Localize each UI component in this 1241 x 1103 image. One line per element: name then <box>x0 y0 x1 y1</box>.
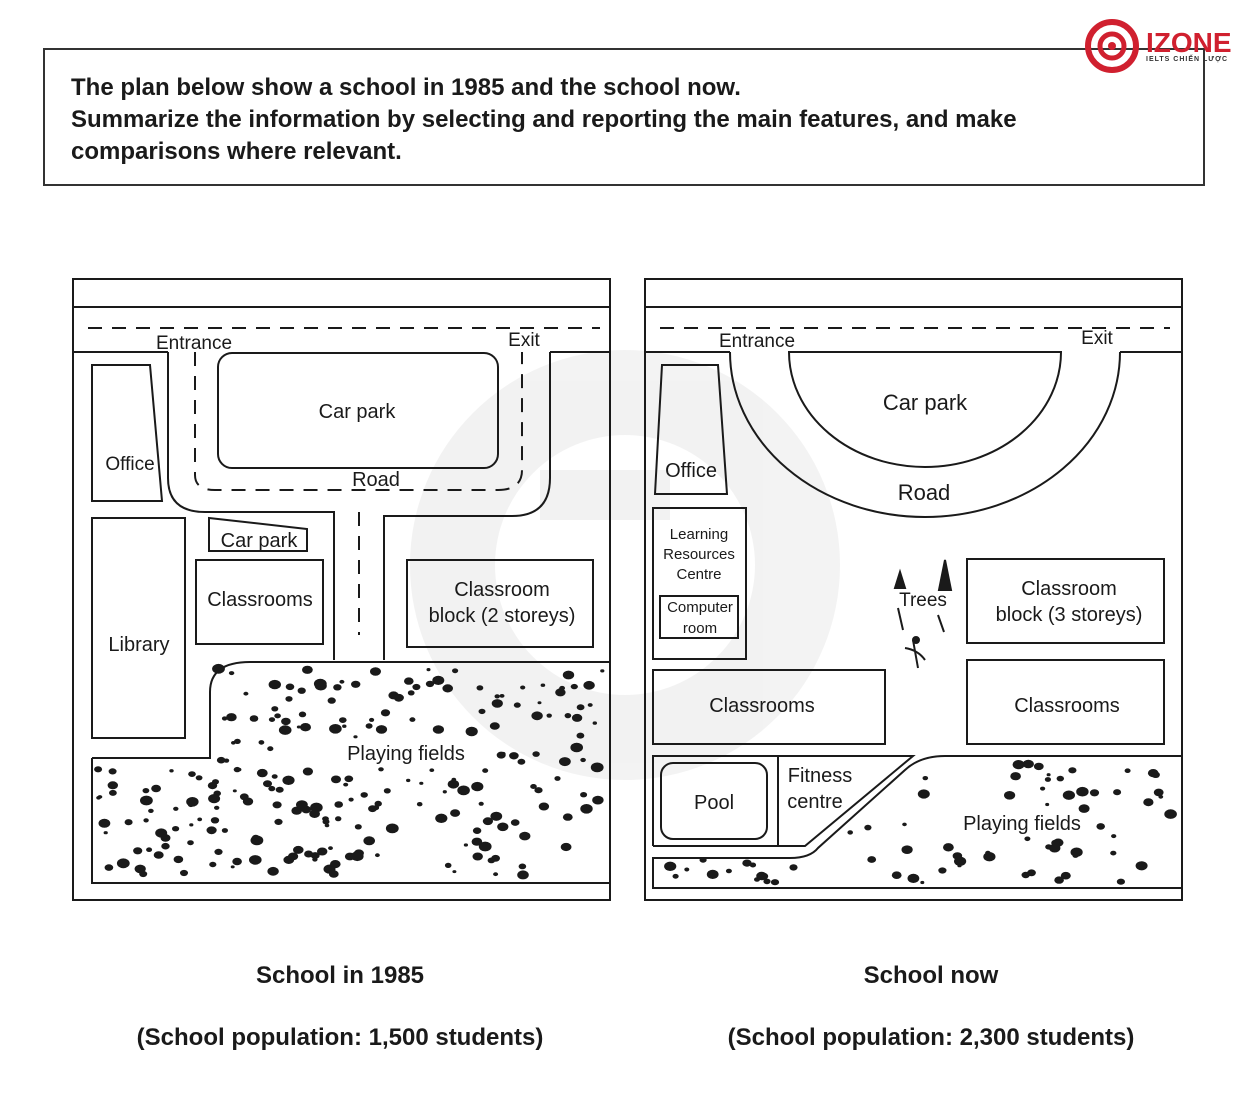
field-dot <box>342 725 346 728</box>
field-dot <box>269 680 281 689</box>
field-dot <box>985 851 990 855</box>
field-dot <box>361 792 368 798</box>
field-dot <box>1096 823 1105 830</box>
field-dot <box>369 718 374 722</box>
field-dot <box>923 776 929 780</box>
field-dot <box>104 831 108 834</box>
field-dot <box>490 722 500 730</box>
field-dot <box>322 816 329 821</box>
field-dot <box>483 817 493 825</box>
field-dot <box>328 697 336 703</box>
field-dot <box>918 789 930 798</box>
field-dot <box>580 804 592 814</box>
field-dot <box>108 781 118 789</box>
label-classrooms-right-now: Classrooms <box>1014 695 1120 717</box>
field-dot <box>267 867 278 876</box>
field-dot <box>98 795 103 799</box>
field-dot <box>580 758 586 762</box>
field-dot <box>492 699 503 708</box>
caption-population-1985: (School population: 1,500 students) <box>136 1024 544 1051</box>
field-dot <box>375 801 382 807</box>
field-dot <box>209 862 216 867</box>
field-dot <box>1076 787 1088 797</box>
field-dot <box>161 834 171 842</box>
label-trees: Trees <box>899 590 947 611</box>
playing-fields-now <box>653 756 1182 888</box>
field-dot <box>251 836 264 846</box>
field-dot <box>1034 763 1044 770</box>
field-dot <box>376 725 387 734</box>
field-dot <box>309 810 320 818</box>
field-dot <box>133 847 142 854</box>
field-dot <box>583 681 594 690</box>
field-dot <box>664 862 676 871</box>
field-dot <box>789 864 797 870</box>
field-dot <box>1068 767 1076 773</box>
prompt-line-3: comparisons where relevant. <box>71 138 402 165</box>
field-dot <box>148 809 154 813</box>
field-dot <box>1057 776 1064 782</box>
label-office-1985: Office <box>105 454 155 475</box>
field-dot <box>555 688 565 696</box>
field-dot <box>488 858 496 864</box>
field-dot <box>267 746 273 751</box>
field-dot <box>572 714 582 722</box>
field-dot <box>1152 772 1160 778</box>
field-dot <box>954 857 966 866</box>
field-dot <box>315 681 327 690</box>
field-dot <box>187 840 194 845</box>
field-dot <box>867 856 876 863</box>
label-library-1985: Library <box>108 634 170 656</box>
field-dot <box>1045 777 1051 782</box>
field-dot <box>500 694 505 698</box>
field-dot <box>325 824 330 827</box>
prompt-line-2: Summarize the information by selecting and reporting the main features, and make <box>71 106 1017 133</box>
field-dot <box>274 819 282 825</box>
field-dot <box>312 857 317 861</box>
field-dot <box>154 851 164 859</box>
field-dot <box>375 853 380 857</box>
field-dot <box>473 827 481 834</box>
field-dot <box>450 809 460 817</box>
field-dot <box>1051 840 1059 846</box>
field-dot <box>329 724 342 734</box>
field-dot <box>457 786 470 796</box>
field-dot <box>588 703 593 707</box>
field-dot <box>452 870 456 873</box>
field-dot <box>268 786 275 791</box>
field-dot <box>1024 837 1030 842</box>
field-dot <box>229 671 234 675</box>
field-dot <box>902 823 907 827</box>
field-dot <box>592 796 603 805</box>
field-dot <box>330 860 341 868</box>
field-dot <box>472 838 483 846</box>
field-dot <box>207 826 217 834</box>
field-dot <box>188 771 196 777</box>
field-dot <box>577 704 585 710</box>
field-dot <box>1125 768 1131 773</box>
field-dot <box>518 759 526 765</box>
field-dot <box>726 869 732 874</box>
field-dot <box>1117 879 1125 885</box>
field-dot <box>279 725 292 735</box>
field-dot <box>408 690 415 695</box>
field-dot <box>363 836 375 845</box>
field-dot <box>146 847 152 852</box>
field-dot <box>197 818 202 822</box>
field-dot <box>707 870 719 879</box>
field-dot <box>296 800 308 809</box>
label-computer-line2: room <box>682 620 718 637</box>
field-dot <box>300 723 311 731</box>
field-dot <box>577 733 585 739</box>
field-dot <box>232 858 242 865</box>
label-lrc-line2: Resources <box>663 546 735 563</box>
field-dot <box>1143 798 1153 806</box>
field-dot <box>135 865 146 874</box>
field-dot <box>511 819 520 826</box>
field-dot <box>539 803 549 811</box>
field-dot <box>673 874 679 879</box>
field-dot <box>419 782 423 785</box>
field-dot <box>1071 848 1083 857</box>
label-car-park-1985: Car park <box>318 401 396 423</box>
field-dot <box>355 824 362 829</box>
field-dot <box>559 757 571 766</box>
field-dot <box>231 865 235 868</box>
label-exit-1985: Exit <box>508 330 540 351</box>
field-dot <box>109 768 117 774</box>
field-dot <box>222 828 228 833</box>
field-dot <box>281 718 291 725</box>
field-dot <box>429 768 434 772</box>
field-dot <box>366 723 373 728</box>
field-dot <box>180 870 188 876</box>
field-dot <box>212 664 225 674</box>
field-dot <box>1054 876 1064 883</box>
field-dot <box>259 740 265 745</box>
field-dot <box>892 871 902 879</box>
field-dot <box>591 763 604 773</box>
playing-field-dots-now <box>664 760 1177 886</box>
field-dot <box>299 712 306 718</box>
field-dot <box>1111 834 1116 838</box>
field-dot <box>351 681 360 688</box>
field-dot <box>335 816 341 821</box>
field-dot <box>339 717 347 723</box>
field-dot <box>109 790 117 796</box>
field-dot <box>1113 789 1121 795</box>
field-dot <box>563 813 573 820</box>
field-dot <box>331 776 341 784</box>
field-dot <box>554 776 560 781</box>
field-dot <box>497 823 508 832</box>
field-dot <box>1040 787 1045 791</box>
field-dot <box>240 793 249 800</box>
field-dot <box>250 715 259 722</box>
field-dot <box>530 784 537 789</box>
field-dot <box>274 713 281 718</box>
field-dot <box>902 845 913 854</box>
field-dot <box>208 782 217 789</box>
field-dot <box>353 735 357 738</box>
label-road-1985: Road <box>352 469 400 491</box>
field-dot <box>593 721 597 724</box>
field-dot <box>406 779 410 782</box>
field-dot <box>417 802 423 806</box>
label-pool: Pool <box>693 792 735 814</box>
label-car-park-small-1985: Car park <box>220 530 298 552</box>
label-classroom-block-now-line2: block (3 storeys) <box>995 604 1143 626</box>
field-dot <box>151 785 161 792</box>
label-lrc-line1: Learning <box>669 526 729 543</box>
field-dot <box>140 796 153 806</box>
label-fitness-line2: centre <box>787 791 843 813</box>
field-dot <box>276 787 284 793</box>
field-dot <box>908 874 920 883</box>
label-classroom-block-1985-line1: Classroom <box>454 579 550 601</box>
label-car-park-now: Car park <box>882 390 968 415</box>
field-dot <box>282 776 294 785</box>
field-dot <box>570 743 583 753</box>
field-dot <box>943 843 954 851</box>
caption-population-now: (School population: 2,300 students) <box>727 1024 1135 1051</box>
field-dot <box>920 881 924 884</box>
field-dot <box>1079 804 1090 813</box>
field-dot <box>684 868 689 872</box>
field-dot <box>378 767 384 771</box>
field-dot <box>172 826 179 831</box>
label-playing-fields-now: Playing fields <box>963 813 1081 835</box>
field-dot <box>386 824 399 834</box>
field-dot <box>271 706 278 711</box>
library-1985 <box>92 518 185 738</box>
field-dot <box>173 807 178 811</box>
field-dot <box>329 870 339 878</box>
field-dot <box>482 768 488 773</box>
field-dot <box>427 668 431 671</box>
field-dot <box>519 864 527 870</box>
field-dot <box>94 766 102 772</box>
field-dot <box>272 774 278 779</box>
trees-icon <box>895 560 951 668</box>
field-dot <box>343 783 348 787</box>
road-1985-outline <box>168 352 334 660</box>
field-dot <box>394 694 404 702</box>
field-dot <box>234 767 241 772</box>
field-dot <box>1023 760 1034 769</box>
logo-tagline: IELTS CHIẾN LƯỢC <box>1146 56 1229 63</box>
field-dot <box>435 814 447 823</box>
field-dot <box>214 849 222 855</box>
field-dot <box>700 857 707 862</box>
field-dot <box>303 768 313 776</box>
field-dot <box>298 688 306 694</box>
field-dot <box>211 817 219 823</box>
field-dot <box>233 789 237 792</box>
field-dot <box>286 684 295 691</box>
caption-title-1985: School in 1985 <box>255 962 425 989</box>
field-dot <box>443 790 447 793</box>
field-dot <box>226 713 237 721</box>
field-dot <box>208 794 220 803</box>
field-dot <box>514 702 521 707</box>
field-dot <box>473 853 483 861</box>
field-dot <box>477 685 484 690</box>
field-dot <box>214 806 219 810</box>
field-dot <box>445 863 452 868</box>
field-dot <box>1164 809 1177 819</box>
fitness-centre-outline <box>653 756 913 846</box>
field-dot <box>493 872 498 876</box>
field-dot <box>509 752 519 759</box>
field-dot <box>541 684 546 687</box>
field-dot <box>99 819 111 828</box>
label-classrooms-left-now: Classrooms <box>709 695 815 717</box>
field-dot <box>143 818 148 822</box>
field-dot <box>938 867 946 873</box>
field-dot <box>497 752 506 759</box>
label-classroom-block-now-line1: Classroom <box>1021 578 1117 600</box>
field-dot <box>125 819 133 825</box>
label-road-now: Road <box>897 480 951 505</box>
field-dot <box>580 792 587 797</box>
field-dot <box>169 769 173 772</box>
label-entrance-1985: Entrance <box>155 333 233 354</box>
field-dot <box>234 739 241 744</box>
field-dot <box>344 776 353 783</box>
field-dot <box>293 846 304 854</box>
field-dot <box>471 782 483 791</box>
field-dot <box>328 846 333 850</box>
field-dot <box>750 863 756 868</box>
classroom-block-now <box>967 559 1164 643</box>
field-dot <box>249 855 262 865</box>
field-dot <box>161 843 169 850</box>
caption-title-now: School now <box>863 962 999 989</box>
field-dot <box>368 805 377 812</box>
field-dot <box>565 713 572 718</box>
field-dot <box>174 856 184 863</box>
label-computer-line1: Computer <box>667 599 733 616</box>
field-dot <box>333 684 341 690</box>
field-dot <box>1010 772 1021 780</box>
field-dot <box>297 726 301 729</box>
field-dot <box>257 769 268 777</box>
field-dot <box>563 671 574 680</box>
field-dot <box>538 701 542 704</box>
field-dot <box>351 851 364 861</box>
logo-name: IZONE <box>1146 27 1232 58</box>
field-dot <box>571 684 578 689</box>
field-dot <box>302 666 313 674</box>
field-dot <box>479 709 486 714</box>
field-dot <box>224 759 229 763</box>
field-dot <box>285 696 292 702</box>
label-exit-now: Exit <box>1081 328 1113 349</box>
field-dot <box>117 858 130 868</box>
field-dot <box>186 797 198 807</box>
field-dot <box>495 694 500 698</box>
field-dot <box>759 873 768 880</box>
prompt-line-1: The plan below show a school in 1985 and the school now. <box>71 74 741 101</box>
field-dot <box>370 667 381 676</box>
field-dot <box>381 709 390 716</box>
field-dot <box>1110 851 1116 856</box>
field-dot <box>531 711 542 720</box>
field-dot <box>196 775 203 780</box>
field-dot <box>222 716 227 720</box>
field-dot <box>1045 803 1049 806</box>
label-office-now: Office <box>665 460 717 482</box>
field-dot <box>547 714 552 718</box>
field-dot <box>269 717 275 722</box>
field-dot <box>600 669 604 672</box>
field-dot <box>105 864 114 871</box>
label-lrc-line3: Centre <box>676 566 722 583</box>
label-classroom-block-1985-line2: block (2 storeys) <box>428 605 576 627</box>
field-dot <box>409 717 415 722</box>
field-dot <box>1063 791 1075 800</box>
field-dot <box>452 668 458 673</box>
field-dot <box>334 801 343 808</box>
field-dot <box>517 870 529 879</box>
field-dot <box>412 684 420 690</box>
label-playing-fields-1985: Playing fields <box>347 743 465 765</box>
label-entrance-now: Entrance <box>718 331 796 352</box>
field-dot <box>771 879 779 885</box>
field-dot <box>404 677 414 684</box>
field-dot <box>864 825 871 831</box>
field-dot <box>466 727 478 736</box>
field-dot <box>532 751 539 757</box>
field-dot <box>479 802 484 806</box>
field-dot <box>143 788 150 793</box>
field-dot <box>520 686 525 690</box>
field-dot <box>1154 789 1164 797</box>
field-dot <box>273 801 282 808</box>
field-dot <box>1021 872 1029 878</box>
field-dot <box>243 692 248 696</box>
field-dot <box>432 676 444 685</box>
label-classrooms-1985: Classrooms <box>207 589 313 611</box>
field-dot <box>561 843 572 851</box>
field-dot <box>349 798 354 802</box>
field-dot <box>451 778 456 782</box>
field-dot <box>1090 789 1099 796</box>
office-1985 <box>92 365 162 501</box>
field-dot <box>464 843 468 846</box>
field-dot <box>384 788 391 793</box>
field-dot <box>339 680 344 684</box>
field-dot <box>1136 861 1148 870</box>
field-dot <box>1004 791 1015 800</box>
field-dot <box>433 725 444 734</box>
field-dot <box>847 830 853 834</box>
field-dot <box>1047 773 1051 776</box>
field-dot <box>189 823 193 826</box>
field-dot <box>442 684 453 692</box>
field-dot <box>519 832 530 841</box>
label-fitness-line1: Fitness <box>787 765 853 787</box>
